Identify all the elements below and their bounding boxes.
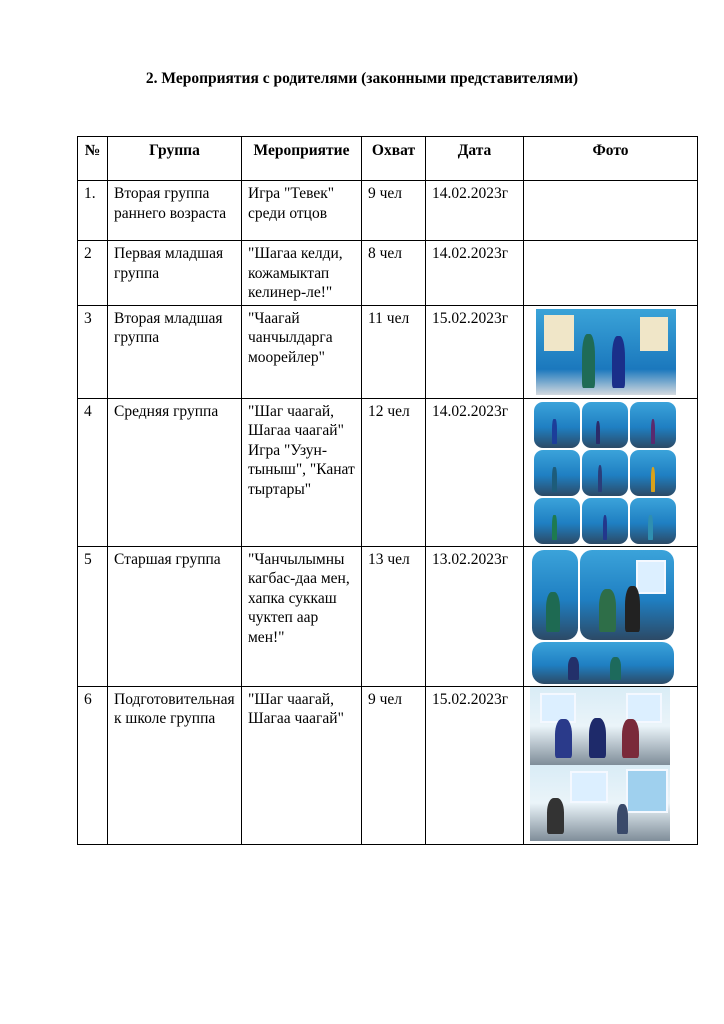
- header-group: Группа: [108, 137, 242, 181]
- event-photo: [530, 765, 670, 841]
- row-coverage: 11 чел: [362, 305, 426, 398]
- row-group: Вторая младшая группа: [108, 305, 242, 398]
- event-photo: [532, 642, 674, 684]
- row-photo-cell: [524, 241, 698, 306]
- event-photo: [630, 498, 676, 544]
- row-photo-cell: [524, 546, 698, 686]
- row-event: "Шагаа келди, кожамыктап келинер-ле!": [242, 241, 362, 306]
- table-row: [78, 181, 698, 241]
- header-number: №: [78, 137, 108, 181]
- table-row: [78, 305, 698, 398]
- event-photo: [534, 498, 580, 544]
- event-photo: [582, 450, 628, 496]
- row-photo-cell: [524, 686, 698, 844]
- table-row: [78, 398, 698, 546]
- row-event: Игра "Тевек" среди отцов: [242, 181, 362, 241]
- row-coverage: 9 чел: [362, 686, 426, 844]
- table-row: [78, 546, 698, 686]
- photo-collage: [534, 402, 676, 544]
- row-date: 13.02.2023г: [426, 546, 524, 686]
- row-photo-cell: [524, 181, 698, 241]
- row-date: 14.02.2023г: [426, 398, 524, 546]
- row-event: "Чанчылымны кагбас-даа мен, хапка суккаш чуктеп аар мен!": [242, 546, 362, 686]
- event-photo: [630, 450, 676, 496]
- event-photo: [534, 450, 580, 496]
- row-coverage: 9 чел: [362, 181, 426, 241]
- event-photo: [534, 402, 580, 448]
- row-coverage: 8 чел: [362, 241, 426, 306]
- event-photo: [536, 309, 676, 395]
- row-group: Вторая группа раннего возраста: [108, 181, 242, 241]
- row-number: 6: [78, 686, 108, 844]
- event-photo: [582, 498, 628, 544]
- page-title: 2. Мероприятия с родителями (законными представителями): [145, 70, 579, 87]
- row-date: 15.02.2023г: [426, 686, 524, 844]
- row-date: 14.02.2023г: [426, 241, 524, 306]
- events-table: [77, 136, 698, 845]
- event-photo: [532, 550, 578, 640]
- event-photo: [630, 402, 676, 448]
- header-event: Мероприятие: [242, 137, 362, 181]
- event-photo: [530, 687, 670, 765]
- header-date: Дата: [426, 137, 524, 181]
- row-photo-cell: [524, 398, 698, 546]
- row-date: 14.02.2023г: [426, 181, 524, 241]
- row-group: Старшая группа: [108, 546, 242, 686]
- row-group: Первая младшая группа: [108, 241, 242, 306]
- row-number: 2: [78, 241, 108, 306]
- row-event: "Чаагай чанчылдарга моорейлер": [242, 305, 362, 398]
- header-photo: Фото: [524, 137, 698, 181]
- table-row: [78, 686, 698, 844]
- row-number: 3: [78, 305, 108, 398]
- table-header-row: [78, 137, 698, 181]
- row-date: 15.02.2023г: [426, 305, 524, 398]
- row-photo-cell: [524, 305, 698, 398]
- row-number: 4: [78, 398, 108, 546]
- event-photo: [582, 402, 628, 448]
- row-coverage: 13 чел: [362, 546, 426, 686]
- table-row: [78, 241, 698, 306]
- event-photo: [580, 550, 674, 640]
- header-coverage: Охват: [362, 137, 426, 181]
- row-group: Подготовительная к школе группа: [108, 686, 242, 844]
- row-event: "Шаг чаагай, Шагаа чаагай" Игра "Узун-тыныш", "Канат тыртары": [242, 398, 362, 546]
- row-coverage: 12 чел: [362, 398, 426, 546]
- row-number: 1.: [78, 181, 108, 241]
- row-group: Средняя группа: [108, 398, 242, 546]
- row-number: 5: [78, 546, 108, 686]
- row-event: "Шаг чаагай, Шагаа чаагай": [242, 686, 362, 844]
